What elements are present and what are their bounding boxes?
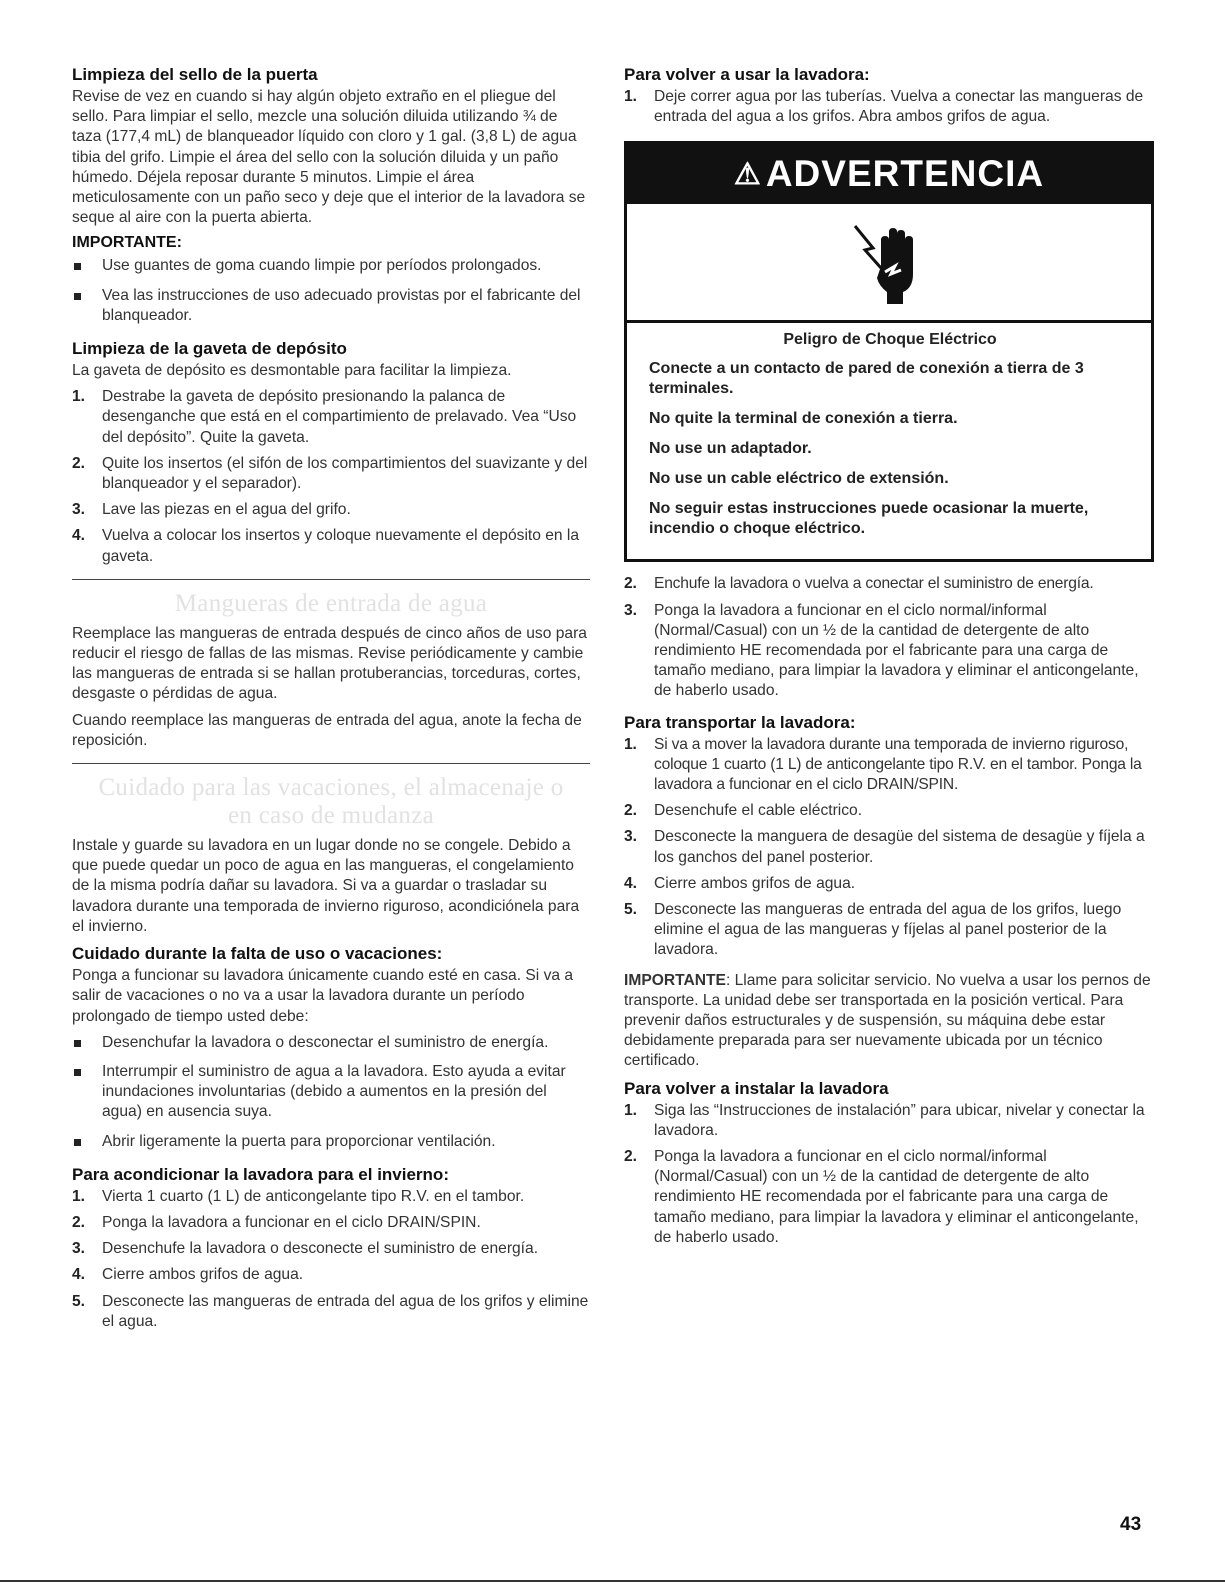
nonuse-text: Ponga a funcionar su lavadora únicamente cuando esté en casa. Si va a salir de vacaciones o no va a usar la lavadora durante un período prolongado de tiempo usted debe:	[72, 967, 574, 1025]
list-item: 4. Vuelva a colocar los insertos y coloque nuevamente el depósito en la gaveta.	[72, 527, 580, 565]
transport-heading: Para transportar la lavadora:	[624, 712, 856, 732]
vacation-heading-line-1: Cuidado para las vacaciones, el almacenaje o	[98, 774, 564, 802]
hoses-text: Reemplace las mangueras de entrada después de cinco años de uso para reducir el riesgo de fallas de las mismas. Revise periódicamente y cambie las mangueras de entrada si se hallan protuberancias, torceduras, cortes, desgaste o pérdidas de agua.	[72, 624, 587, 703]
reuse-steps-list	[624, 87, 1154, 127]
door-seal-heading: Limpieza del sello de la puerta	[72, 65, 318, 84]
list-item: 1. Si va a mover la lavadora durante una temporada de invierno riguroso, coloque 1 cuarto (1 L) de anticongelante tipo R.V. en el tambor. Ponga la lavadora a funcionar en el ciclo DRAIN/SPIN.	[624, 735, 1142, 794]
warning-line: No quite la terminal de conexión a tierra.	[649, 410, 958, 428]
reinstall-steps-list	[624, 1101, 1154, 1248]
list-item: Vea las instrucciones de uso adecuado provistas por el fabricante del blanqueador.	[72, 286, 590, 326]
list-item: 3. Lave las piezas en el agua del grifo.	[72, 501, 351, 519]
winterize-heading: Para acondicionar la lavadora para el invierno:	[72, 1164, 449, 1184]
list-item: Desenchufar la lavadora o desconectar el suministro de energía.	[72, 1033, 590, 1053]
section-divider	[72, 579, 590, 580]
important-label: IMPORTANTE:	[72, 234, 182, 252]
warning-line: No use un adaptador.	[649, 440, 812, 458]
nonuse-bullet-list	[72, 1033, 590, 1152]
vacation-heading-line-2: en caso de mudanza	[228, 802, 434, 830]
warning-header-text: ADVERTENCIA	[765, 153, 1045, 195]
list-item: Use guantes de goma cuando limpie por períodos prolongados.	[72, 256, 590, 276]
winterize-steps-list	[72, 1187, 590, 1332]
list-item: 3. Desenchufe la lavadora o desconecte el suministro de energía.	[72, 1240, 539, 1258]
transport-steps-list	[624, 735, 1154, 961]
electrical-shock-hand-icon	[851, 222, 927, 306]
warning-header	[627, 144, 1151, 204]
transport-important-note: IMPORTANTE: Llame para solicitar servicio. No vuelva a usar los pernos de transporte. La unidad debe ser transportada en la posición vertical. Para prevenir daños estructurales y de suspensión, su máquina debe estar debidamente preparada para ser nuevamente ubicada por un técnico certificado.	[624, 971, 1151, 1070]
reuse-heading: Para volver a usar la lavadora:	[624, 65, 870, 84]
warning-line: No seguir estas instrucciones puede ocasionar la muerte, incendio o choque eléctrico.	[649, 500, 1089, 538]
list-item: 1. Vierta 1 cuarto (1 L) de anticongelante tipo R.V. en el tambor.	[72, 1187, 525, 1205]
drawer-cleaning-heading: Limpieza de la gaveta de depósito	[72, 339, 347, 359]
list-item: 1. Destrabe la gaveta de depósito presionando la palanca de desenganche que está en el compartimiento de prelavado. Vea “Uso del depósito”. Quite la gaveta.	[72, 388, 577, 446]
list-item: 3. Desconecte la manguera de desagüe del sistema de desagüe y fíjela a los ganchos del panel posterior.	[624, 828, 1145, 866]
section-divider	[72, 763, 590, 764]
hoses-note-text: Cuando reemplace las mangueras de entrada del agua, anote la fecha de reposición.	[72, 711, 582, 749]
nonuse-heading: Cuidado durante la falta de uso o vacaciones:	[72, 944, 443, 964]
list-item: 5. Desconecte las mangueras de entrada del agua de los grifos y elimine el agua.	[72, 1292, 589, 1330]
reinstall-heading: Para volver a instalar la lavadora	[624, 1078, 889, 1098]
hoses-section-heading: Mangueras de entrada de agua	[174, 589, 488, 617]
list-item: 1. Siga las “Instrucciones de instalación” para ubicar, nivelar y conectar la lavadora.	[624, 1101, 1145, 1139]
list-item: 2. Quite los insertos (el sifón de los compartimientos del suavizante y del blanqueador y el separador).	[72, 454, 588, 493]
list-item: 4. Cierre ambos grifos de agua.	[624, 874, 856, 892]
list-item: 4. Cierre ambos grifos de agua.	[72, 1266, 304, 1284]
warning-triangle-icon: ⚠	[733, 158, 762, 192]
list-item: Interrumpir el suministro de agua a la lavadora. Esto ayuda a evitar inundaciones involuntarias (debido a aumentos en la presión del agua) en ausencia suya.	[72, 1062, 590, 1123]
seal-bullet-list	[72, 256, 590, 326]
right-column	[624, 64, 1154, 1258]
drawer-steps-list	[72, 387, 590, 567]
warning-box	[624, 141, 1154, 562]
warning-line: No use un cable eléctrico de extensión.	[649, 470, 949, 488]
important-label: IMPORTANTE	[624, 971, 726, 989]
vacation-section-heading	[72, 774, 590, 830]
left-column	[72, 64, 590, 1342]
list-item: 1. Deje correr agua por las tuberías. Vuelva a conectar las mangueras de entrada del agua a los grifos. Abra ambos grifos de agua.	[624, 88, 1144, 126]
bottom-border	[0, 1580, 1225, 1582]
warning-title: Peligro de Choque Eléctrico	[783, 331, 997, 349]
list-item: Abrir ligeramente la puerta para proporcionar ventilación.	[72, 1132, 590, 1152]
drawer-intro-text: La gaveta de depósito es desmontable para facilitar la limpieza.	[72, 362, 512, 380]
list-item: 2. Ponga la lavadora a funcionar en el ciclo normal/informal (Normal/Casual) con un ½ de la cantidad de detergente de alto rendimiento HE recomendada por el fabricante para una carga de tamaño mediano, para limpiar la lavadora y eliminar el anticongelante, de haberlo usado.	[624, 1148, 1139, 1246]
list-item: 3. Ponga la lavadora a funcionar en el ciclo normal/informal (Normal/Casual) con un ½ de la cantidad de detergente de alto rendimiento HE recomendada por el fabricante para una carga de tamaño mediano, para limpiar la lavadora y eliminar el anticongelante, de haberlo usado.	[624, 601, 1139, 700]
list-item: 2. Desenchufe el cable eléctrico.	[624, 802, 863, 820]
list-item: 5. Desconecte las mangueras de entrada del agua de los grifos, luego elimine el agua de las mangueras y fíjelas al panel posterior de la lavadora.	[624, 901, 1122, 959]
reuse-steps-continued	[624, 574, 1154, 701]
list-item: 2. Ponga la lavadora a funcionar en el ciclo DRAIN/SPIN.	[72, 1213, 481, 1231]
warning-line: Conecte a un contacto de pared de conexión a tierra de 3 terminales.	[649, 360, 1084, 398]
page-number: 43	[1120, 1514, 1142, 1535]
door-seal-text: Revise de vez en cuando si hay algún objeto extraño en el pliegue del sello. Para limpiar el sello, mezcle una solución diluida utilizando ¾ de taza (177,4 mL) de blanqueador líquido con cloro y 1 gal. (3,8 L) de agua tibia del grifo. Limpie el área del sello con la solución diluida y un paño húmedo. Déjela reposar durante 5 minutos. Limpie el área meticulosamente con un paño seco y deje que el interior de la lavadora se seque al aire con la puerta abierta.	[72, 88, 586, 227]
list-item: 2. Enchufe la lavadora o vuelva a conectar el suministro de energía.	[624, 575, 1094, 593]
vacation-text: Instale y guarde su lavadora en un lugar donde no se congele. Debido a que puede quedar un poco de agua en las mangueras, el congelamiento de la misma podría dañar su lavadora. Si va a guardar o trasladar su lavadora durante una temporada de invierno riguroso, acondiciónela para el invierno.	[72, 837, 580, 935]
